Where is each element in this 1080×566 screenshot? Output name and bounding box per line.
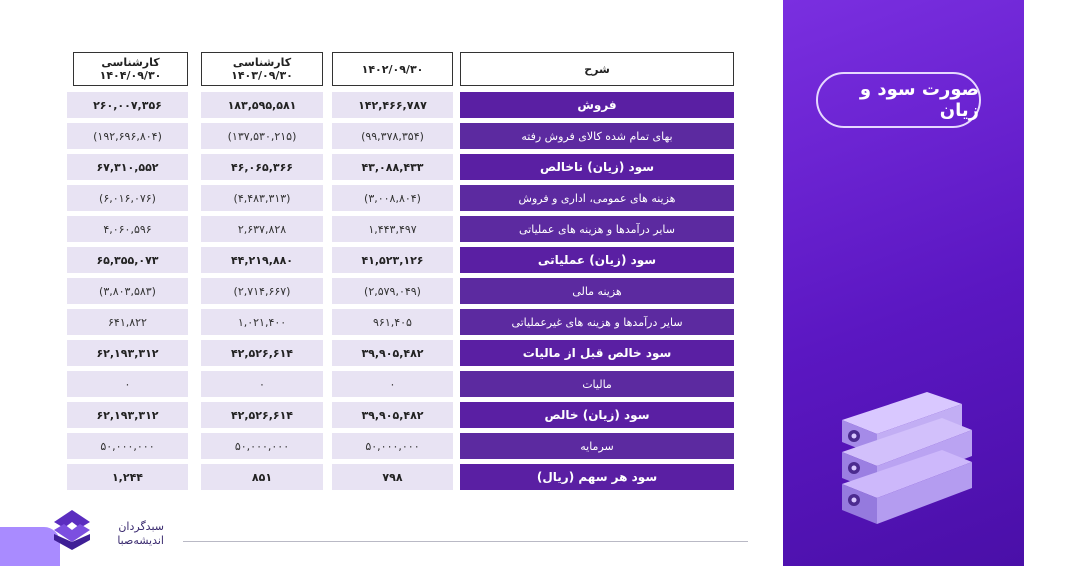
value-1404: ۶۷,۳۱۰,۵۵۲: [67, 154, 188, 180]
row-label: هزینه های عمومی، اداری و فروش: [460, 185, 734, 211]
value-1403: ۱,۰۲۱,۴۰۰: [201, 309, 323, 335]
value-1402: ۹۶۱,۴۰۵: [332, 309, 453, 335]
table-row: [0, 185, 1080, 211]
table-row: [0, 340, 1080, 366]
row-label: سود خالص قبل از مالیات: [460, 340, 734, 366]
row-label: فروش: [460, 92, 734, 118]
value-1404: ۶۵,۳۵۵,۰۷۳: [67, 247, 188, 273]
value-1402: ۳۹,۹۰۵,۴۸۲: [332, 402, 453, 428]
value-1402: ۴۳,۰۸۸,۴۳۳: [332, 154, 453, 180]
value-1404: ۶۲,۱۹۳,۳۱۲: [67, 402, 188, 428]
brand-name: [94, 520, 164, 548]
value-1402: ۴۱,۵۲۳,۱۲۶: [332, 247, 453, 273]
brand-logo-icon: [50, 508, 94, 552]
table-row: [0, 154, 1080, 180]
value-1402: ۰: [332, 371, 453, 397]
header-col-1404-line2: ۱۴۰۴/۰۹/۳۰: [99, 69, 162, 82]
value-1402: ۳۹,۹۰۵,۴۸۲: [332, 340, 453, 366]
header-label-text: شرح: [584, 62, 610, 76]
value-1404: ۶۲,۱۹۳,۳۱۲: [67, 340, 188, 366]
value-1403: (۴,۴۸۳,۳۱۳): [201, 185, 323, 211]
value-1402: ۷۹۸: [332, 464, 453, 490]
header-col-1404-line1: کارشناسی: [101, 56, 160, 69]
header-col-1403-line1: کارشناسی: [232, 56, 292, 69]
row-label: سود (زیان) ناخالص: [460, 154, 734, 180]
header-col-1402-line1: ۱۴۰۲/۰۹/۳۰: [361, 62, 424, 76]
value-1404: ۶۴۱,۸۲۲: [67, 309, 188, 335]
row-label: سایر درآمدها و هزینه های عملیاتی: [460, 216, 734, 242]
value-1404: ۲۶۰,۰۰۷,۳۵۶: [67, 92, 188, 118]
brand-name-line2: اندیشه‌صبا: [117, 534, 164, 547]
value-1403: ۴۶,۰۶۵,۳۶۶: [201, 154, 323, 180]
value-1404: ۵۰,۰۰۰,۰۰۰: [67, 433, 188, 459]
value-1402: (۲,۵۷۹,۰۴۹): [332, 278, 453, 304]
value-1402: (۹۹,۳۷۸,۳۵۴): [332, 123, 453, 149]
row-label: سایر درآمدها و هزینه های غیرعملیاتی: [460, 309, 734, 335]
value-1403: ۴۲,۵۲۶,۶۱۴: [201, 340, 323, 366]
table-row: [0, 92, 1080, 118]
row-label: هزینه مالی: [460, 278, 734, 304]
value-1402: ۱۴۲,۴۶۶,۷۸۷: [332, 92, 453, 118]
value-1402: (۳,۰۰۸,۸۰۴): [332, 185, 453, 211]
value-1404: ۴,۰۶۰,۵۹۶: [67, 216, 188, 242]
header-col-1403-line2: ۱۴۰۳/۰۹/۳۰: [231, 69, 293, 82]
row-label: مالیات: [460, 371, 734, 397]
value-1402: ۱,۴۴۳,۴۹۷: [332, 216, 453, 242]
row-label: سود هر سهم (ریال): [460, 464, 734, 490]
value-1403: ۸۵۱: [201, 464, 323, 490]
header-col-1402: [332, 52, 453, 86]
table-row: [0, 371, 1080, 397]
value-1403: (۱۳۷,۵۳۰,۲۱۵): [201, 123, 323, 149]
value-1404: (۱۹۲,۶۹۶,۸۰۴): [67, 123, 188, 149]
table-row: [0, 309, 1080, 335]
page-title: صورت سود و زیان: [816, 72, 981, 128]
table-row: [0, 433, 1080, 459]
value-1403: ۵۰,۰۰۰,۰۰۰: [201, 433, 323, 459]
value-1404: (۶,۰۱۶,۰۷۶): [67, 185, 188, 211]
value-1404: (۳,۸۰۳,۵۸۳): [67, 278, 188, 304]
value-1404: ۰: [67, 371, 188, 397]
table-row: [0, 278, 1080, 304]
table-row: [0, 247, 1080, 273]
table-row: [0, 123, 1080, 149]
row-label: سود (زیان) خالص: [460, 402, 734, 428]
value-1403: ۱۸۳,۵۹۵,۵۸۱: [201, 92, 323, 118]
value-1402: ۵۰,۰۰۰,۰۰۰: [332, 433, 453, 459]
value-1403: (۲,۷۱۴,۶۶۷): [201, 278, 323, 304]
row-label: سود (زیان) عملیاتی: [460, 247, 734, 273]
row-label: سرمایه: [460, 433, 734, 459]
value-1403: ۴۴,۲۱۹,۸۸۰: [201, 247, 323, 273]
header-col-1404: [73, 52, 188, 86]
table-row: [0, 216, 1080, 242]
footer-divider: [183, 541, 748, 542]
table-row: [0, 464, 1080, 490]
value-1403: ۴۲,۵۲۶,۶۱۴: [201, 402, 323, 428]
table-row: [0, 402, 1080, 428]
value-1403: ۰: [201, 371, 323, 397]
value-1404: ۱,۲۴۴: [67, 464, 188, 490]
header-col-1403: [201, 52, 323, 86]
header-label-column: [460, 52, 734, 86]
brand-name-line1: سبدگردان: [118, 520, 164, 533]
value-1403: ۲,۶۳۷,۸۲۸: [201, 216, 323, 242]
row-label: بهای تمام شده کالای فروش رفته: [460, 123, 734, 149]
